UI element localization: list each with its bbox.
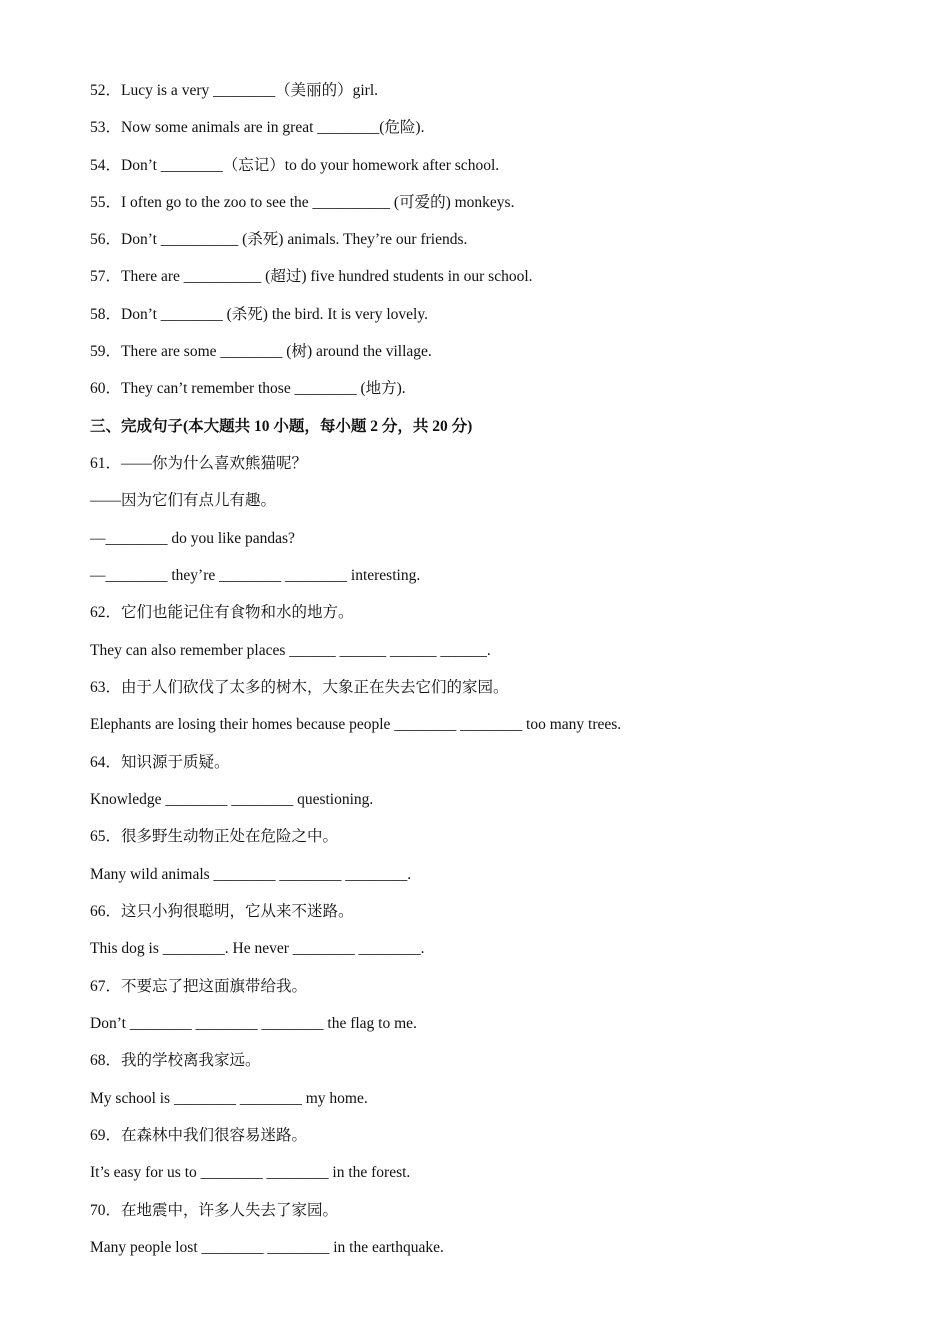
question-67-english: Don’t ________ ________ ________ the flag to me. — [90, 1015, 417, 1032]
question-69-english: It’s easy for us to ________ ________ in the forest. — [90, 1164, 411, 1181]
question-52: 52．Lucy is a very ________（美丽的）girl. — [90, 82, 379, 99]
question-67-prompt: 67．不要忘了把这面旗带给我。 — [90, 978, 308, 995]
question-64-prompt: 64．知识源于质疑。 — [90, 754, 230, 771]
question-61-english-q: —________ do you like pandas? — [90, 530, 295, 547]
question-61-prompt-answer: ——因为它们有点儿有趣。 — [90, 492, 277, 509]
question-65-english: Many wild animals ________ ________ ________. — [90, 866, 412, 883]
question-63-english: Elephants are losing their homes because people ________ ________ too many trees. — [90, 716, 622, 733]
question-58: 58．Don’t ________ (杀死) the bird. It is very lovely. — [90, 306, 428, 323]
question-56: 56．Don’t __________ (杀死) animals. They’re our friends. — [90, 231, 468, 248]
question-65-prompt: 65．很多野生动物正处在危险之中。 — [90, 828, 339, 845]
section-heading: 三、完成句子(本大题共 10 小题，每小题 2 分，共 20 分) — [90, 418, 473, 435]
question-68-english: My school is ________ ________ my home. — [90, 1090, 368, 1107]
question-61-prompt: 61．——你为什么喜欢熊猫呢？ — [90, 455, 308, 472]
question-66-english: This dog is ________. He never ________ ________. — [90, 940, 425, 957]
question-66-prompt: 66．这只小狗很聪明，它从来不迷路。 — [90, 903, 354, 920]
question-62-prompt: 62．它们也能记住有食物和水的地方。 — [90, 604, 354, 621]
question-57: 57．There are __________ (超过) five hundred students in our school. — [90, 268, 533, 285]
question-54: 54．Don’t ________（忘记）to do your homework after school. — [90, 157, 500, 174]
question-69-prompt: 69．在森林中我们很容易迷路。 — [90, 1127, 308, 1144]
question-62-english: They can also remember places ______ ______ ______ ______. — [90, 642, 491, 659]
question-53: 53．Now some animals are in great ________(危险). — [90, 119, 425, 136]
question-70-english: Many people lost ________ ________ in the earthquake. — [90, 1239, 444, 1256]
question-70-prompt: 70．在地震中，许多人失去了家园。 — [90, 1202, 339, 1219]
question-55: 55．I often go to the zoo to see the __________ (可爱的) monkeys. — [90, 194, 515, 211]
question-64-english: Knowledge ________ ________ questioning. — [90, 791, 374, 808]
question-59: 59．There are some ________ (树) around the village. — [90, 343, 432, 360]
question-60: 60．They can’t remember those ________ (地方). — [90, 380, 406, 397]
question-68-prompt: 68．我的学校离我家远。 — [90, 1052, 261, 1069]
question-61-english-a: —________ they’re ________ ________ interesting. — [90, 567, 421, 584]
question-63-prompt: 63．由于人们砍伐了太多的树木，大象正在失去它们的家园。 — [90, 679, 509, 696]
